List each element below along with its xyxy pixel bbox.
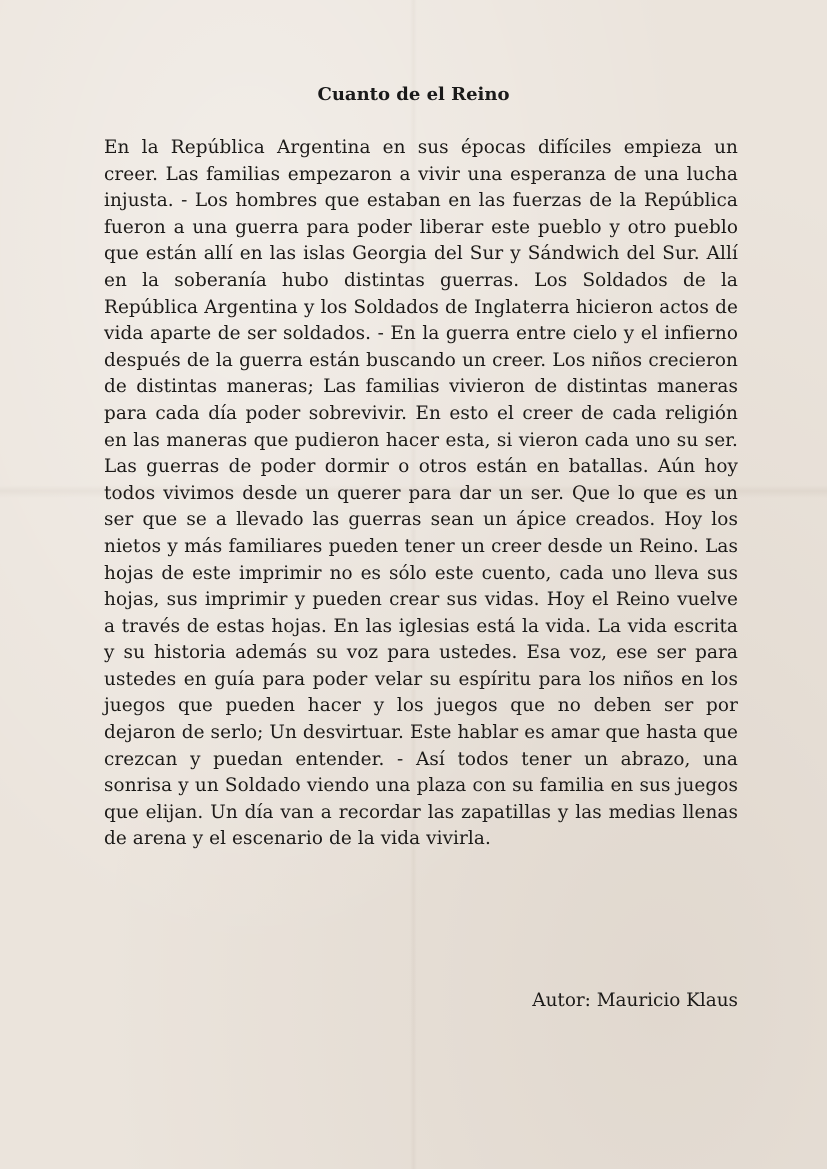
author-signature: Autor: Mauricio Klaus <box>532 990 738 1011</box>
document-title: Cuanto de el Reino <box>317 84 510 105</box>
story-body: En la República Argentina en sus épocas difíciles empieza un creer. Las familias empezaron a vivir una esperanza de una lucha injusta. - Los hombres que estaban en las fuerzas de la República fueron a una guerra para poder liberar este pueblo y otro pueblo que están allí en las islas Georgia del Sur y Sándwich del Sur. Allí en la soberanía hubo distintas guerras. Los Soldados de la República Argentina y los Soldados de Inglaterra hicieron actos de vida aparte de ser soldados. - En la guerra entre cielo y el infierno después de la guerra están buscando un creer. Los niños crecieron de distintas maneras; Las familias vivieron de distintas maneras para cada día poder sobrevivir. En esto el creer de cada religión en las maneras que pudieron hacer esta, si vieron cada uno su ser. Las guerras de poder dormir o otros están en batallas. Aún hoy todos vivimos desde un querer para dar un ser. Que lo que es un ser que se a llevado las guerras sean un ápice creados. Hoy los nietos y más familiares pueden tener un creer desde un Reino. Las hojas de este imprimir no es sólo este cuento, cada uno lleva sus hojas, sus imprimir y pueden crear sus vidas. Hoy el Reino vuelve a través de estas hojas. En las iglesias está la vida. La vida escrita y su historia además su voz para ustedes. Esa voz, ese ser para ustedes en guía para poder velar su espíritu para los niños en los juegos que pueden hacer y los juegos que no deben ser por dejaron de serlo; Un desvirtuar. Este hablar es amar que hasta que crezcan y puedan entender. - Así todos tener un abrazo, una sonrisa y un Soldado viendo una plaza con su familia en sus juegos que elijan. Un día van a recordar las zapatillas y las medias llenas de arena y el escenario de la vida vivirla. <box>104 137 738 850</box>
